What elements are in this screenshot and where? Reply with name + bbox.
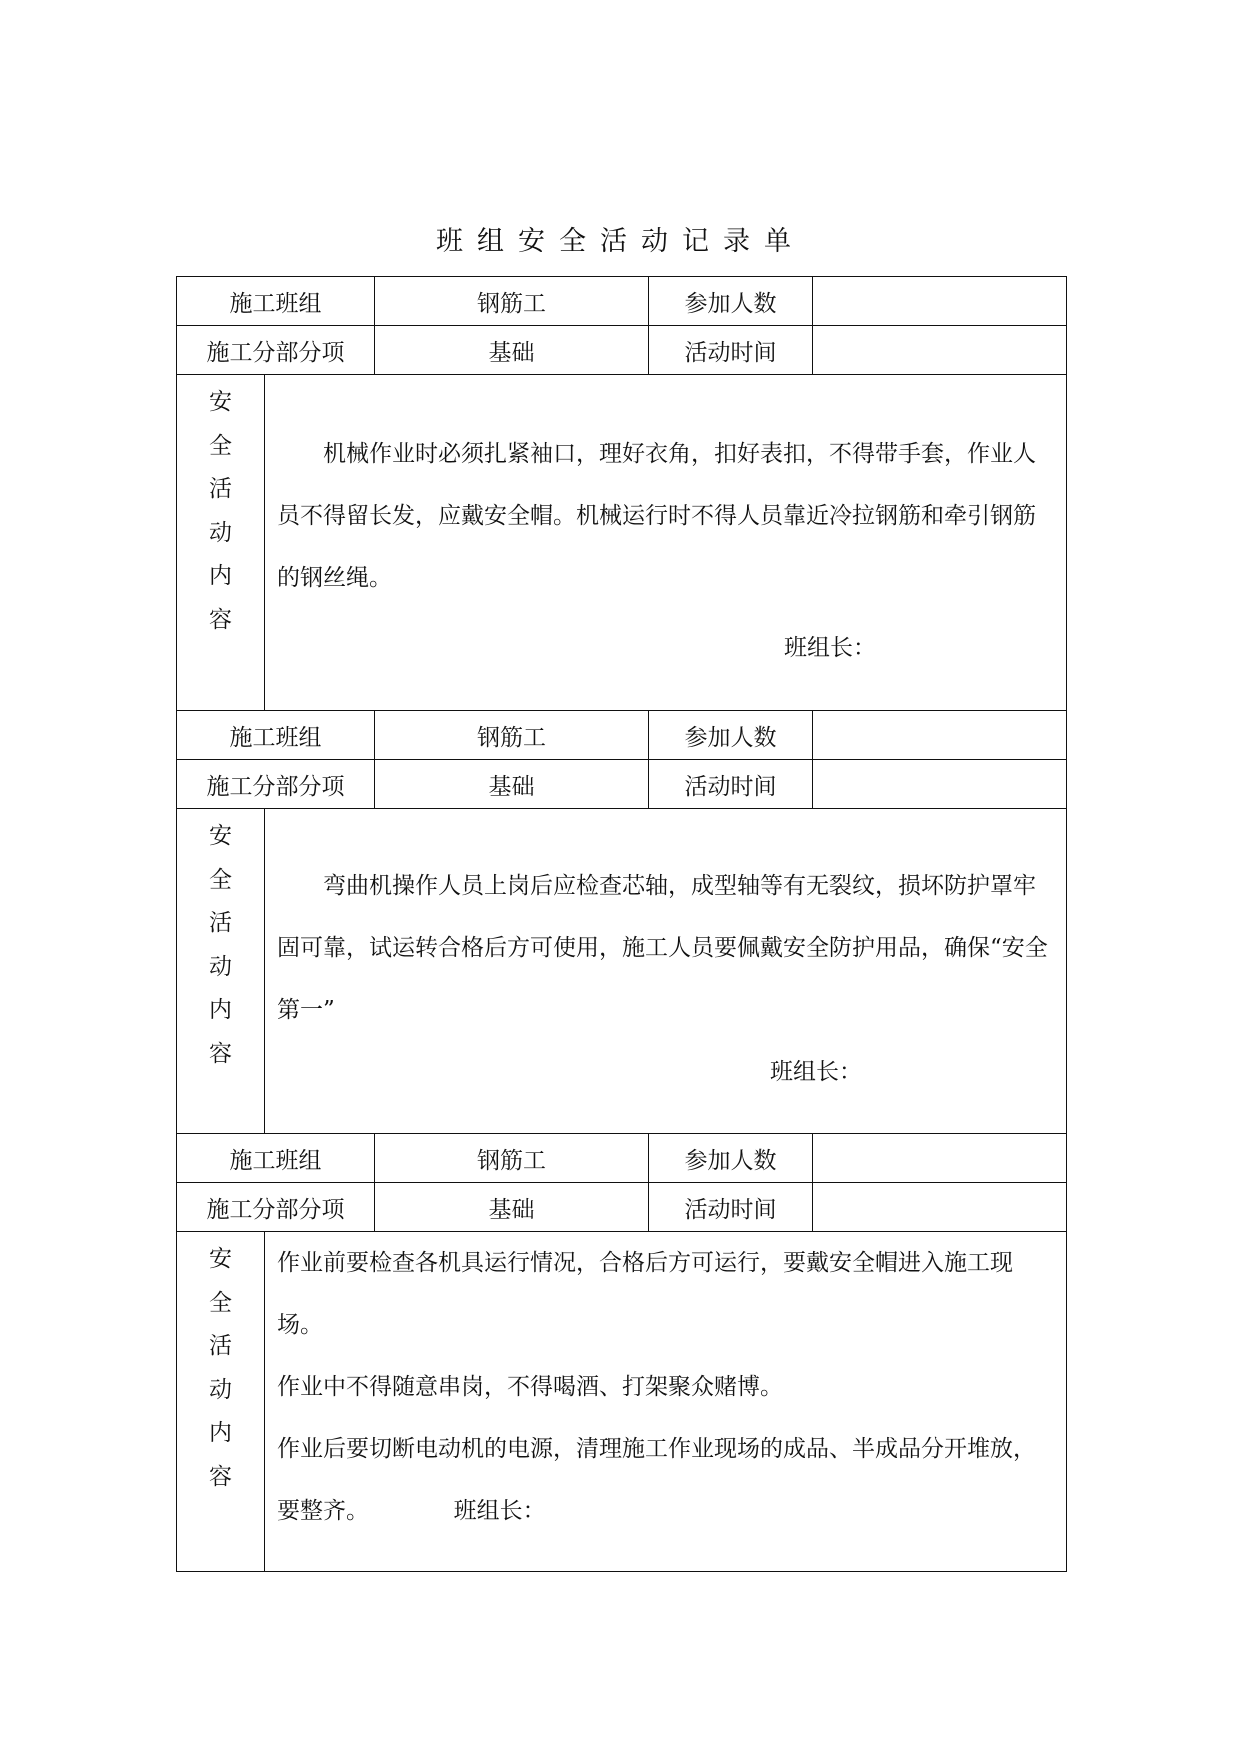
activity-time-label: 活动时间 [649,326,813,375]
activity-time-label: 活动时间 [649,760,813,809]
record-1-row-team [177,277,1067,326]
participants-value [813,711,1067,760]
leader-signature-label: 班组长： [770,1059,862,1085]
leader-signature-label: 班组长： [784,635,876,661]
participants-value [813,277,1067,326]
content-line [277,1418,1056,1542]
safety-content-label: 安 全 活 动 内 容 [177,809,265,1134]
safety-content-label: 安 全 活 动 内 容 [177,375,265,711]
record-2-content-row [177,809,1067,1134]
team-value: 钢筋工 [375,277,649,326]
activity-time-value [813,1183,1067,1232]
participants-label: 参加人数 [649,277,813,326]
participants-label: 参加人数 [649,711,813,760]
activity-time-value [813,760,1067,809]
safety-content-label: 安 全 活 动 内 容 [177,1232,265,1572]
safety-content-text [265,375,1067,711]
division-label: 施工分部分项 [177,760,375,809]
division-value: 基础 [375,1183,649,1232]
record-3-row-team [177,1134,1067,1183]
division-value: 基础 [375,760,649,809]
safety-content-text [265,809,1067,1134]
activity-time-value [813,326,1067,375]
content-line: 作业中不得随意串岗，不得喝酒、打架聚众赌博。 [277,1374,783,1400]
record-3-row-division [177,1183,1067,1232]
record-1-content-row [177,375,1067,711]
team-label: 施工班组 [177,1134,375,1183]
content-line-text: 作业后要切断电动机的电源，清理施工作业现场的成品、半成品分开堆放，要整齐。 [277,1436,1036,1524]
safety-activity-form [176,276,1067,1572]
team-value: 钢筋工 [375,711,649,760]
record-2-row-team [177,711,1067,760]
division-label: 施工分部分项 [177,1183,375,1232]
record-3-content-row [177,1232,1067,1572]
participants-value [813,1134,1067,1183]
record-1-row-division [177,326,1067,375]
record-2-row-division [177,760,1067,809]
participants-label: 参加人数 [649,1134,813,1183]
team-label: 施工班组 [177,277,375,326]
division-value: 基础 [375,326,649,375]
content-line: 作业前要检查各机具运行情况，合格后方可运行，要戴安全帽进入施工现场。 [277,1250,1013,1338]
leader-signature-label: 班组长： [453,1498,546,1524]
content-paragraph: 弯曲机操作人员上岗后应检查芯轴，成型轴等有无裂纹，损坏防护罩牢固可靠，试运转合格后方可使用，施工人员要佩戴安全防护用品，确保“安全第一” [277,873,1048,1023]
team-value: 钢筋工 [375,1134,649,1183]
safety-content-text [265,1232,1067,1572]
activity-time-label: 活动时间 [649,1183,813,1232]
division-label: 施工分部分项 [177,326,375,375]
content-paragraph: 机械作业时必须扎紧袖口，理好衣角，扣好表扣，不得带手套，作业人员不得留长发，应戴安全帽。机械运行时不得人员靠近冷拉钢筋和牵引钢筋的钢丝绳。 [277,441,1036,591]
team-label: 施工班组 [177,711,375,760]
page-title: 班组安全活动记录单 [436,226,805,257]
